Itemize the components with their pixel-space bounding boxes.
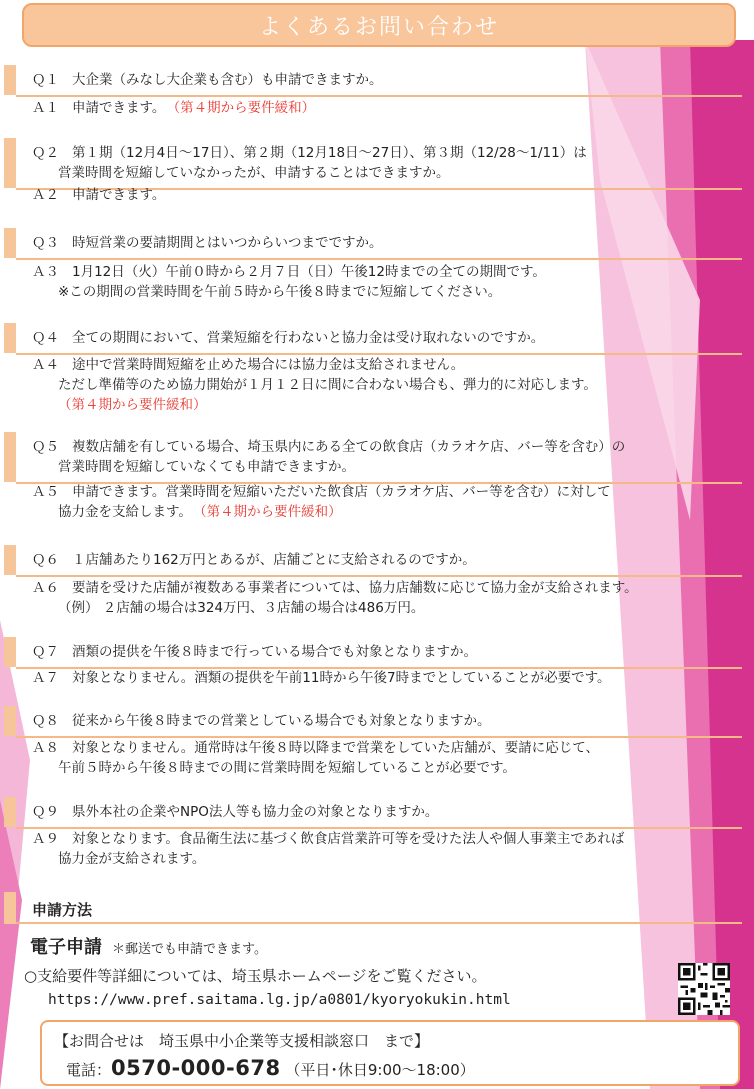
question-label: Ｑ３	[32, 235, 59, 251]
faq-answer-text	[32, 578, 638, 618]
phone-label: 電話：	[66, 1061, 112, 1079]
answer-line: 要請を受けた店舗が複数ある事業者については、協力店舗数に応じて協力金が支給されます。	[72, 580, 638, 596]
business-hours: （平日･休日9:00～18:00）	[285, 1061, 475, 1079]
answer-line: 協力金を支給します。	[58, 504, 192, 520]
answer-label: Ａ７	[32, 670, 59, 686]
answer-line: 申請できます。	[72, 100, 166, 116]
faq-answer-text	[32, 738, 599, 778]
row-accent	[4, 706, 16, 736]
question-line: １店舗あたり162万円とあるが、店舗ごとに支給されるのですか。	[72, 552, 476, 568]
section-accent	[4, 892, 16, 924]
answer-label: Ａ２	[32, 187, 59, 203]
faq-answer-text	[32, 98, 315, 118]
faq-answer-text	[32, 185, 165, 205]
row-divider	[16, 95, 742, 97]
answer-line: ※この期間の営業時間を午前５時から午後８時までに短縮してください。	[58, 284, 502, 300]
answer-line: 対象となります。食品衛生法に基づく飲食店営業許可等を受けた法人や個人事業主であれば	[72, 831, 625, 847]
faq-answer-text	[32, 829, 624, 869]
question-label: Ｑ７	[32, 644, 59, 660]
section-divider	[16, 922, 742, 924]
question-line: 営業時間を短縮していなくても申請できますか。	[58, 459, 355, 475]
contact-heading: 【お問合せは 埼玉県中小企業等支援相談窓口 まで】	[54, 1032, 430, 1050]
answer-line: 1月12日（火）午前０時から２月７日（日）午後12時までの全ての期間です。	[72, 264, 546, 280]
electronic-apply-label: 電子申請	[30, 937, 102, 958]
answer-line: 協力金が支給されます。	[58, 851, 206, 867]
row-accent	[4, 228, 16, 258]
answer-label: Ａ１	[32, 100, 59, 116]
answer-line: 途中で営業時間短縮を止めた場合には協力金は支給されません。	[72, 357, 465, 373]
faq-question-text	[32, 437, 625, 477]
row-accent	[4, 323, 16, 353]
website-link[interactable]: https://www.pref.saitama.lg.jp/a0801/kyoryokukin.html	[48, 992, 511, 1008]
question-line: 第１期（12月4日～17日）、第２期（12月18日～27日）、第３期（12/28～1/11）は	[72, 145, 587, 161]
question-line: 複数店舗を有している場合、埼玉県内にある全ての飲食店（カラオケ店、バー等を含む）の	[72, 439, 626, 455]
faq-question-text	[32, 143, 587, 183]
question-line: 県外本社の企業やNPO法人等も協力金の対象となりますか。	[72, 804, 439, 820]
question-label: Ｑ４	[32, 330, 59, 346]
faq-answer-text	[32, 482, 611, 522]
question-label: Ｑ９	[32, 804, 59, 820]
qr-code-icon	[678, 963, 730, 1015]
question-line: 営業時間を短縮していなかったが、申請することはできますか。	[58, 165, 450, 181]
requirement-relaxed-note: （第４期から要件緩和）	[199, 504, 342, 520]
faq-question-text	[32, 711, 491, 731]
faq-question-text	[32, 70, 383, 90]
answer-line: 対象となりません。酒類の提供を午前11時から午後7時までとしていることが必要です。	[72, 670, 611, 686]
question-label: Ｑ１	[32, 72, 59, 88]
question-line: 大企業（みなし大企業も含む）も申請できますか。	[72, 72, 383, 88]
answer-line: 午前５時から午後８時までの間に営業時間を短縮していることが必要です。	[58, 760, 516, 776]
answer-label: Ａ５	[32, 484, 59, 500]
question-label: Ｑ６	[32, 552, 59, 568]
question-label: Ｑ８	[32, 713, 59, 729]
electronic-apply	[30, 933, 267, 959]
row-accent	[4, 138, 16, 188]
question-line: 酒類の提供を午後８時まで行っている場合でも対象となりますか。	[72, 644, 477, 660]
question-label: Ｑ５	[32, 439, 59, 455]
phone-number[interactable]: 0570-000-678	[111, 1056, 281, 1080]
faq-answer-text	[32, 262, 546, 302]
row-divider	[16, 575, 742, 577]
row-accent	[4, 637, 16, 667]
contact-phone-line	[66, 1056, 475, 1080]
mail-note: ＊郵送でも申請できます。	[112, 942, 267, 957]
faq-question-text	[32, 233, 383, 253]
answer-line: 対象となりません。通常時は午後８時以降まで営業をしていた店舗が、要請に応じて、	[72, 740, 600, 756]
faq-question-text	[32, 550, 476, 570]
faq-answer-text	[32, 355, 597, 415]
requirement-relaxed-note: （第４期から要件緩和）	[173, 100, 316, 116]
answer-label: Ａ９	[32, 831, 59, 847]
faq-question-text	[32, 328, 544, 348]
answer-line: 申請できます。営業時間を短縮いただいた飲食店（カラオケ店、バー等を含む）に対して	[72, 484, 611, 500]
row-accent	[4, 65, 16, 95]
detail-text: ○支給要件等詳細については、埼玉県ホームページをご覧ください。	[24, 967, 487, 985]
row-accent	[4, 797, 16, 827]
question-line: 時短営業の要請期間とはいつからいつまでですか。	[72, 235, 383, 251]
row-accent	[4, 432, 16, 482]
row-divider	[16, 258, 742, 260]
faq-answer-text	[32, 668, 611, 688]
question-label: Ｑ２	[32, 145, 59, 161]
faq-question-text	[32, 802, 438, 822]
row-accent	[4, 545, 16, 575]
page-title: よくあるお問い合わせ	[22, 3, 736, 47]
requirement-relaxed-note: （第４期から要件緩和）	[58, 397, 207, 413]
answer-label: Ａ６	[32, 580, 59, 596]
answer-line: ただし準備等のため協力開始が１月１２日に間に合わない場合も、弾力的に対応します。	[58, 377, 597, 393]
question-line: 従来から午後８時までの営業としている場合でも対象となりますか。	[72, 713, 491, 729]
section-title-apply: 申請方法	[32, 901, 93, 919]
answer-label: Ａ３	[32, 264, 59, 280]
answer-label: Ａ８	[32, 740, 59, 756]
answer-line: 申請できます。	[72, 187, 166, 203]
answer-label: Ａ４	[32, 357, 59, 373]
answer-line: （例） ２店舗の場合は324万円、３店舗の場合は486万円。	[58, 600, 425, 616]
faq-question-text	[32, 642, 477, 662]
question-line: 全ての期間において、営業短縮を行わないと協力金は受け取れないのですか。	[72, 330, 545, 346]
contact-box	[40, 1020, 740, 1086]
